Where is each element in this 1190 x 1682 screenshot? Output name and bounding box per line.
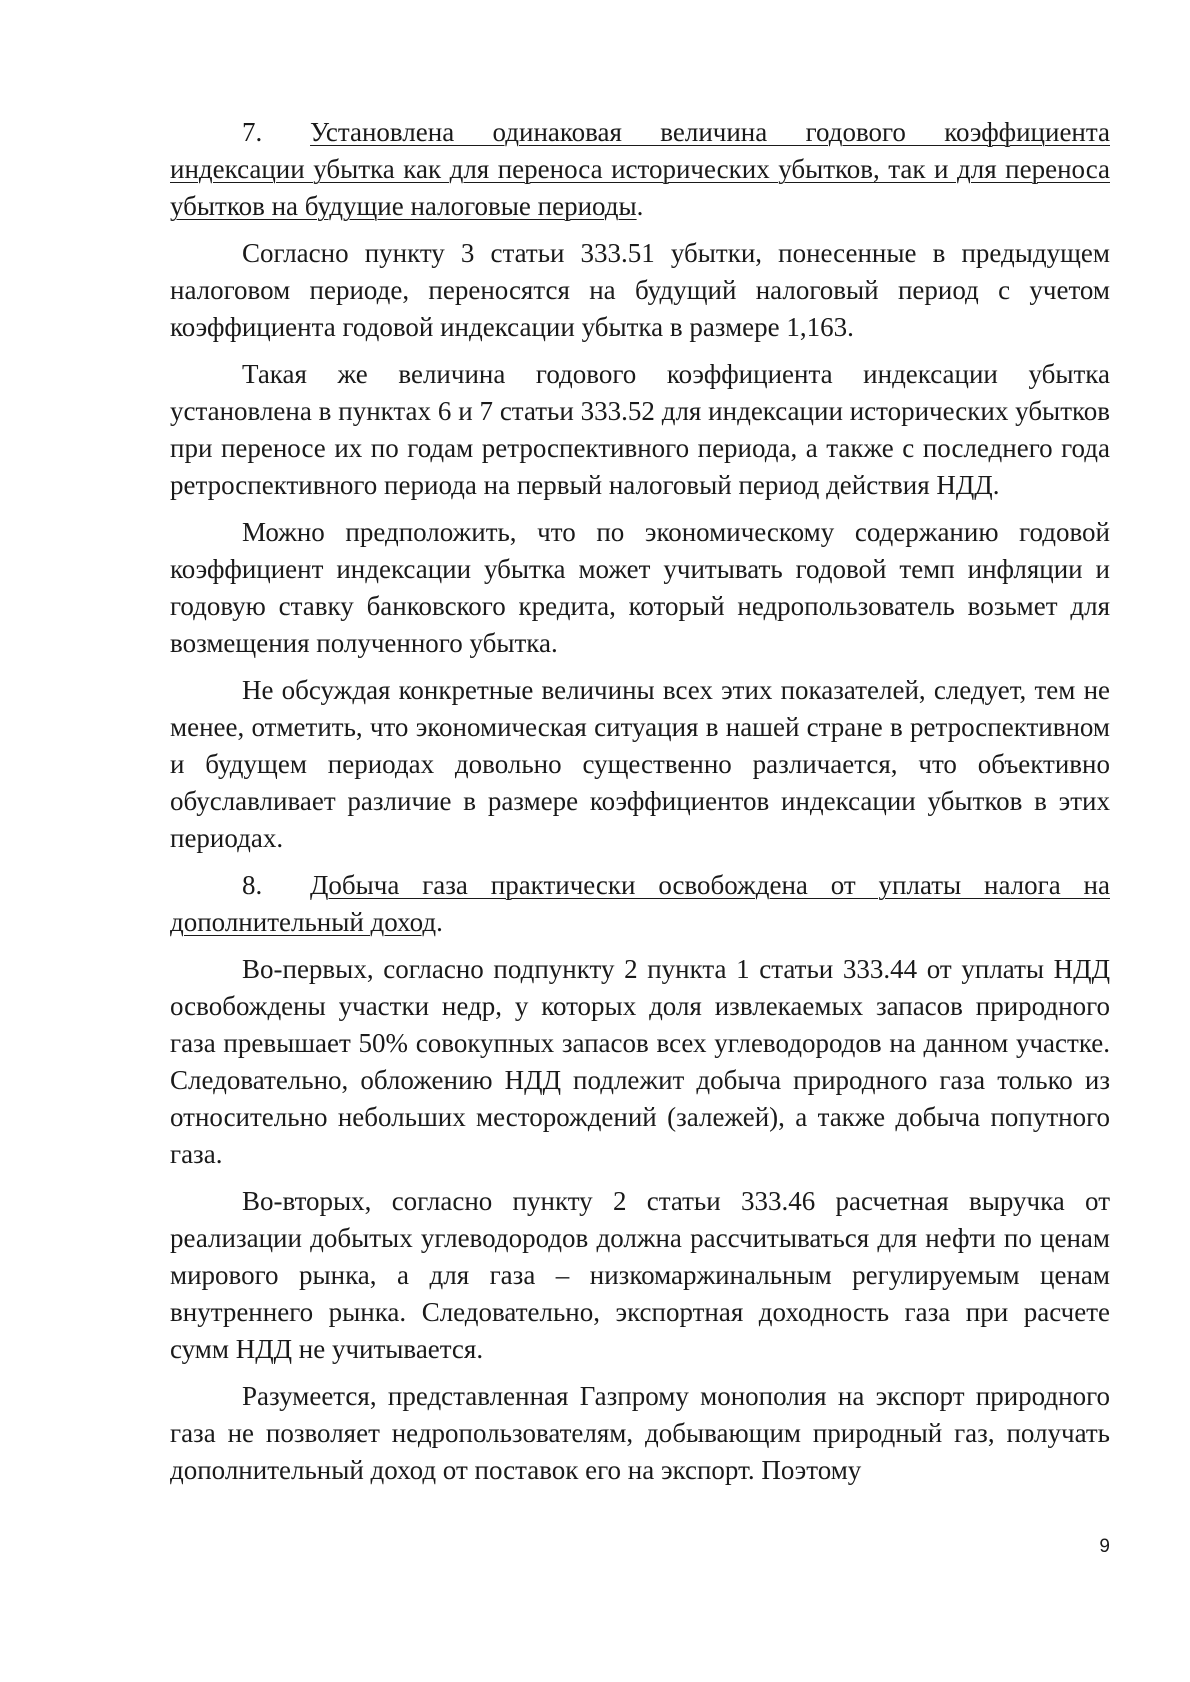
item-number: 7. [242, 117, 263, 147]
document-body [170, 114, 1110, 1499]
item-heading-tail: . [436, 907, 443, 937]
body-paragraph: Разумеется, представленная Газпрому монополия на экспорт природного газа не позволяет недропользователям, добывающим природный газ, получать дополнительный доход от поставок его на экспорт. Поэтому [170, 1381, 1110, 1485]
item-heading: Установлена одинаковая величина годового коэффициента индексации убытка как для переноса исторических убытков, так и для переноса убытков на будущие налоговые периоды [170, 117, 1110, 221]
body-paragraph: Такая же величина годового коэффициента индексации убытка установлена в пунктах 6 и 7 статьи 333.52 для индексации исторических убытков при переносе их по годам ретроспективного периода, а также с последнего года ретроспективного периода на первый налоговый период действия НДД. [170, 359, 1110, 500]
body-paragraph: Во-первых, согласно подпункту 2 пункта 1 статьи 333.44 от уплаты НДД освобождены участки недр, у которых доля извлекаемых запасов природного газа превышает 50% совокупных запасов всех углеводородов на данном участке. Следовательно, обложению НДД подлежит добыча природного газа только из относительно небольших месторождений (залежей), а также добыча попутного газа. [170, 954, 1110, 1169]
body-paragraph: Можно предположить, что по экономическому содержанию годовой коэффициент индексации убытка может учитывать годовой темп инфляции и годовую ставку банковского кредита, который недропользователь возьмет для возмещения полученного убытка. [170, 517, 1110, 658]
body-paragraph: Не обсуждая конкретные величины всех этих показателей, следует, тем не менее, отметить, что экономическая ситуация в нашей стране в ретроспективном и будущем периодах довольно существенно различается, что объективно обуславливает различие в размере коэффициентов индексации убытков в этих периодах. [170, 675, 1110, 853]
numbered-paragraph-7 [170, 114, 1110, 225]
item-heading-tail: . [636, 191, 644, 221]
body-paragraph: Во-вторых, согласно пункту 2 статьи 333.46 расчетная выручка от реализации добытых углеводородов должна рассчитываться для нефти по ценам мирового рынка, а для газа – низкомаржинальным регулируемым ценам внутреннего рынка. Следовательно, экспортная доходность газа при расчете сумм НДД не учитывается. [170, 1186, 1110, 1364]
numbered-paragraph-8 [170, 867, 1110, 941]
item-heading: Добыча газа практически освобождена от уплаты налога на дополнительный доход [170, 870, 1110, 937]
page-number: 9 [1099, 1536, 1110, 1557]
item-number: 8. [242, 870, 263, 900]
body-paragraph: Согласно пункту 3 статьи 333.51 убытки, понесенные в предыдущем налоговом периоде, переносятся на будущий налоговый период с учетом коэффициента годовой индексации убытка в размере 1,163. [170, 238, 1110, 342]
